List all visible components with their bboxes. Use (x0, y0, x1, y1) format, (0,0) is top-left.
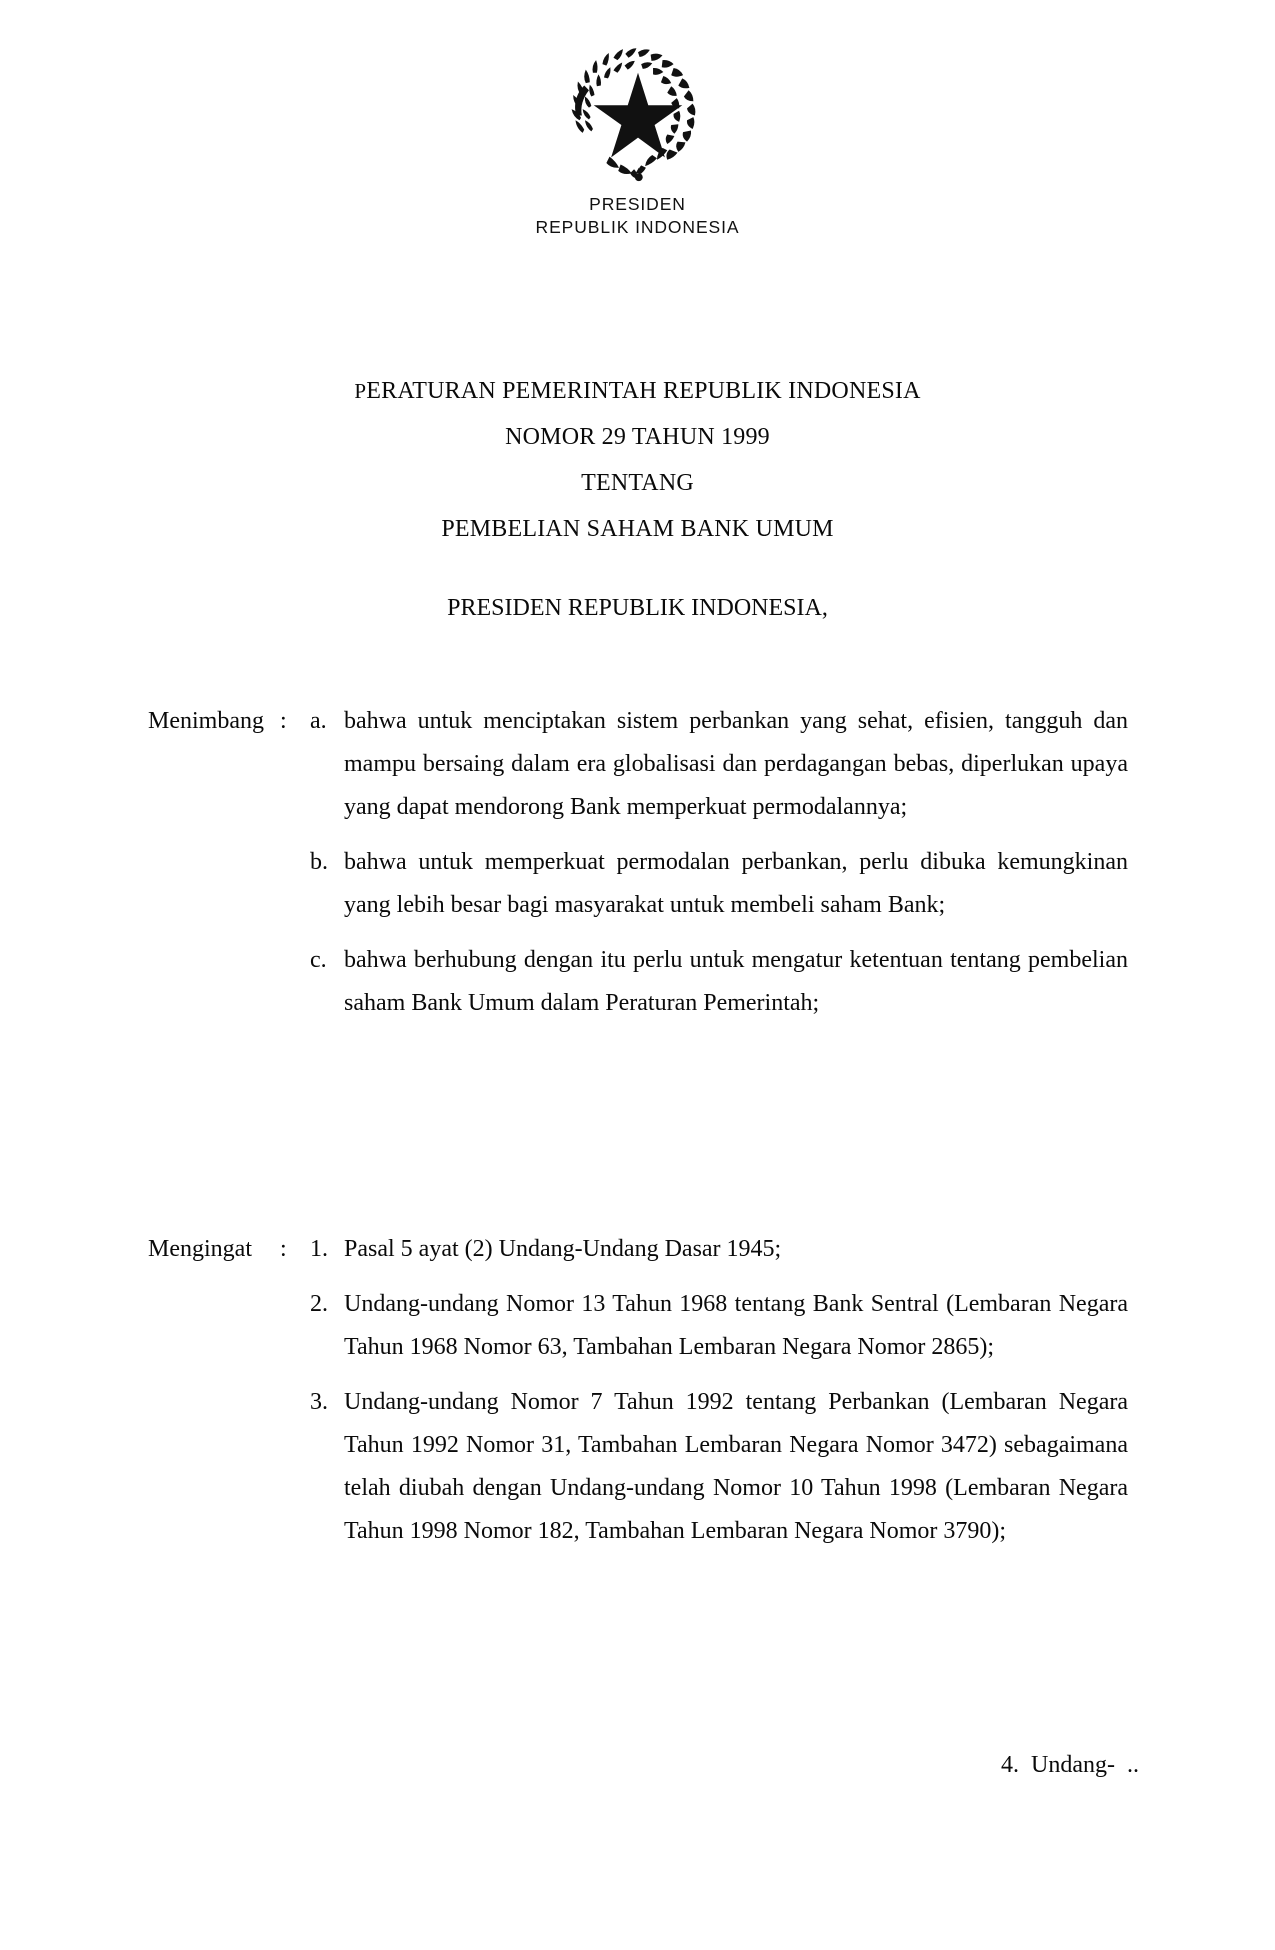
title-line-about: TENTANG (581, 470, 694, 496)
title-line-subject: PEMBELIAN SAHAM BANK UMUM (441, 516, 834, 542)
clause-text: Undang-undang Nomor 13 Tahun 1968 tentang Bank Sentral (Lembaran Negara Tahun 1968 Nomor 63, Tambahan Lembaran Negara Nomor 2865); (344, 1291, 1128, 1360)
section-label-menimbang: Menimbang (148, 708, 264, 734)
section-menimbang (148, 700, 1128, 1025)
masthead-line-republik: REPUBLIK INDONESIA (535, 217, 740, 238)
section-items-menimbang (310, 700, 1128, 1025)
clause-item (310, 841, 1128, 927)
clause-text: bahwa untuk memperkuat permodalan perbankan, perlu dibuka kemungkinan yang lebih besar bagi masyarakat untuk membeli saham Bank; (344, 849, 1128, 918)
section-label-mengingat: Mengingat (148, 1236, 252, 1262)
clause-item (310, 939, 1128, 1025)
section-colon-menimbang: : (280, 708, 287, 734)
clause-text: bahwa berhubung dengan itu perlu untuk mengatur ketentuan tentang pembelian saham Bank Umum dalam Peraturan Pemerintah; (344, 947, 1128, 1016)
enactor-heading: PRESIDEN REPUBLIK INDONESIA, (447, 595, 828, 621)
clause-item (310, 700, 1128, 829)
section-mengingat (148, 1228, 1128, 1553)
clause-marker: a. (310, 708, 327, 734)
section-items-mengingat (310, 1228, 1128, 1553)
document-title-block (0, 368, 1275, 552)
garuda-star-wreath-emblem (558, 38, 718, 193)
clause-marker: c. (310, 947, 327, 973)
clause-marker: 1. (310, 1236, 328, 1262)
title-line-number: NOMOR 29 TAHUN 1999 (505, 424, 770, 450)
clause-item (310, 1228, 1128, 1271)
clause-item (310, 1381, 1128, 1553)
section-colon-mengingat: : (280, 1236, 287, 1262)
masthead (0, 38, 1275, 240)
clause-text: Undang-undang Nomor 7 Tahun 1992 tentang Perbankan (Lembaran Negara Tahun 1992 Nomor 31, Tambahan Lembaran Negara Nomor 3472) sebagaimana telah diubah dengan Undang-undang Nomor 10 Tahun 1998 (Lembaran Negara Tahun 1998 Nomor 182, Tambahan Lembaran Negara Nomor 3790); (344, 1389, 1128, 1544)
clause-text: Pasal 5 ayat (2) Undang-Undang Dasar 1945; (344, 1236, 782, 1262)
clause-marker: 3. (310, 1389, 328, 1415)
page-catchword: 4. Undang- .. (1001, 1752, 1139, 1778)
masthead-line-presiden: PRESIDEN (589, 194, 686, 214)
clause-text: bahwa untuk menciptakan sistem perbankan yang sehat, efisien, tangguh dan mampu bersaing dalam era globalisasi dan perdagangan bebas, diperlukan upaya yang dapat mendorong Bank memperkuat permodalannya; (344, 708, 1128, 820)
title-line-regulation: PERATURAN PEMERINTAH REPUBLIK INDONESIA (354, 378, 921, 404)
clause-marker: b. (310, 849, 328, 875)
clause-marker: 2. (310, 1291, 328, 1317)
clause-item (310, 1283, 1128, 1369)
